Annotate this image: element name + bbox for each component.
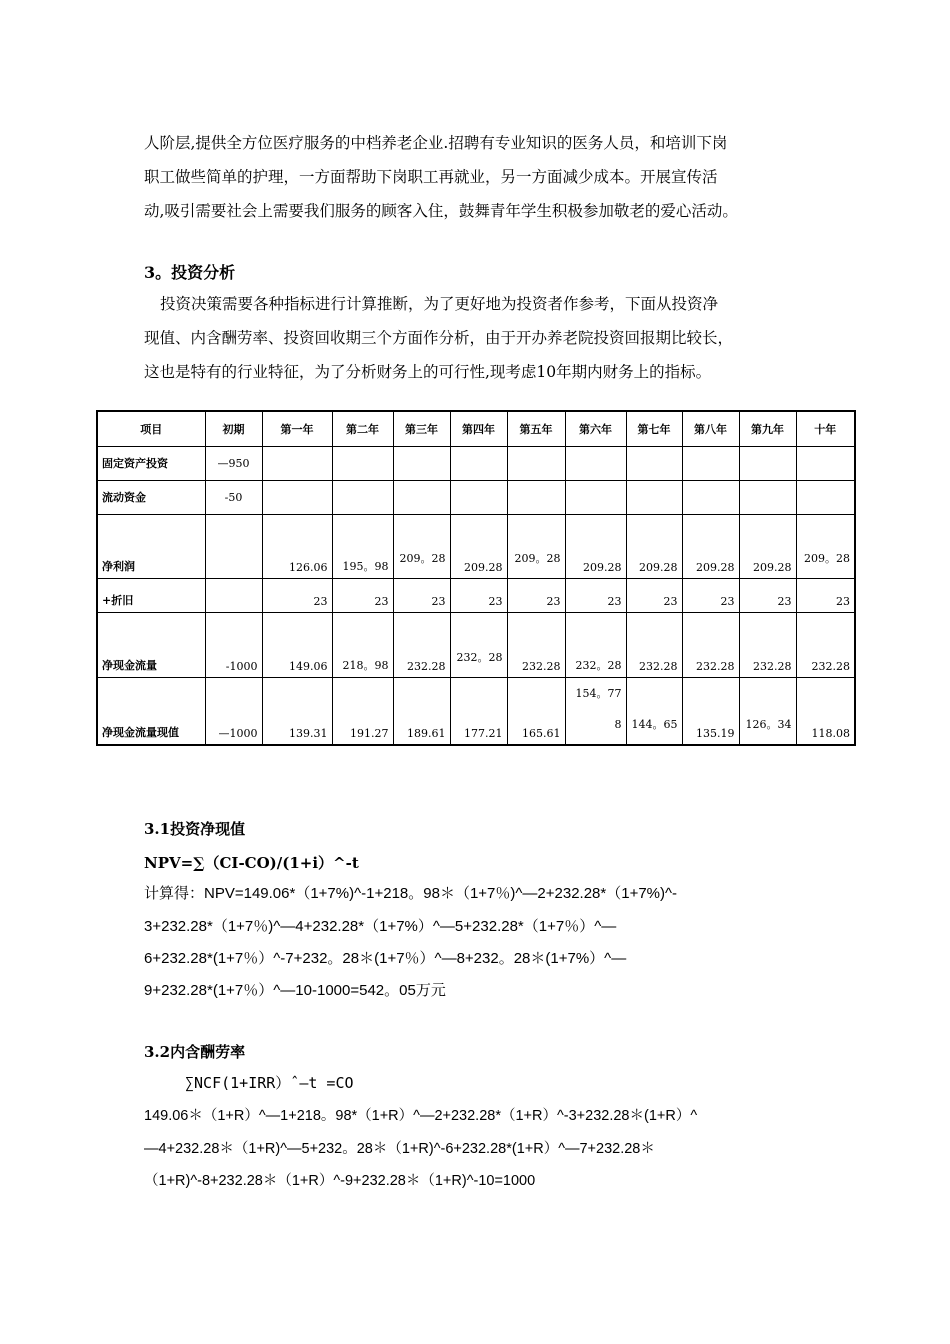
row-label: 流动资金 <box>97 480 205 514</box>
table-cell: 232.28 <box>626 612 682 677</box>
wrapped-value: 154。778 <box>575 686 622 731</box>
irr-calc-line: —4+232.28＊（1+R)^—5+232。28＊（1+R)^-6+232.28*(1+R）^—7+232.28＊ <box>144 1141 655 1157</box>
table-cell: 209.28 <box>450 514 507 578</box>
table-cell <box>565 480 626 514</box>
table-cell: 23 <box>332 578 393 612</box>
header-cell: 十年 <box>796 411 855 446</box>
npv-calc-line: 6+232.28*(1+7％）^-7+232。28＊(1+7％）^—8+232。28＊(1+7%）^— <box>144 950 627 967</box>
table-cell <box>262 480 332 514</box>
table-cell: 232.28 <box>507 612 565 677</box>
table-cell: -50 <box>205 480 262 514</box>
table-cell <box>565 446 626 480</box>
table-cell <box>507 480 565 514</box>
table-row-net-cash-flow-pv <box>97 677 855 745</box>
table-cell <box>507 514 565 578</box>
table-cell: 23 <box>565 578 626 612</box>
header-cell: 第八年 <box>682 411 739 446</box>
table-cell <box>565 677 626 745</box>
table-cell: 209.28 <box>682 514 739 578</box>
header-cell: 第二年 <box>332 411 393 446</box>
table-cell <box>796 514 855 578</box>
table-cell <box>796 446 855 480</box>
header-cell: 第四年 <box>450 411 507 446</box>
row-label: 净现金流量 <box>97 612 205 677</box>
wrapped-value: 144。65 <box>631 717 678 731</box>
table-row-net-cash-flow <box>97 612 855 677</box>
header-cell: 第七年 <box>626 411 682 446</box>
header-cell: 第九年 <box>739 411 796 446</box>
table-cell: 218。98 <box>332 612 393 677</box>
row-label: 净现金流量现值 <box>97 677 205 745</box>
table-row-net-profit <box>97 514 855 578</box>
table-cell: 195。98 <box>332 514 393 578</box>
header-cell: 第五年 <box>507 411 565 446</box>
table-header-row <box>97 411 855 446</box>
table-cell: 23 <box>262 578 332 612</box>
table-cell: 209.28 <box>739 514 796 578</box>
table-cell <box>393 446 450 480</box>
intro-line: 人阶层,提供全方位医疗服务的中档养老企业.招聘有专业知识的医务人员，和培训下岗 <box>144 134 728 152</box>
table-cell: 23 <box>682 578 739 612</box>
table-cell: 209.28 <box>565 514 626 578</box>
wrapped-value: 232。28 <box>456 650 503 664</box>
intro-line: 职工做些简单的护理，一方面帮助下岗职工再就业，另一方面减少成本。开展宣传活 <box>144 168 718 186</box>
table-cell <box>507 446 565 480</box>
table-cell <box>450 446 507 480</box>
table-cell <box>332 446 393 480</box>
table-cell <box>393 514 450 578</box>
table-cell: 232.28 <box>739 612 796 677</box>
header-cell: 项目 <box>97 411 205 446</box>
table-cell: 232.28 <box>393 612 450 677</box>
investment-line: 投资决策需要各种指标进行计算推断，为了更好地为投资者作参考，下面从投资净 <box>160 295 719 313</box>
table-cell: —950 <box>205 446 262 480</box>
table-cell: -1000 <box>205 612 262 677</box>
table-cell: 139.31 <box>262 677 332 745</box>
table-cell <box>450 480 507 514</box>
table-cell <box>682 480 739 514</box>
irr-calc-line: （1+R)^-8+232.28＊（1+R）^-9+232.28＊（1+R)^-10=1000 <box>144 1173 536 1189</box>
table-cell: —1000 <box>205 677 262 745</box>
table-cell: 135.19 <box>682 677 739 745</box>
table-cell: 126.06 <box>262 514 332 578</box>
cash-flow-table <box>96 410 856 746</box>
table-cell: 232.28 <box>796 612 855 677</box>
npv-calc-line: 9+232.28*(1+7％）^—10-1000=542。05万元 <box>144 982 446 999</box>
section-heading-irr: 3.2内含酬劳率 <box>144 1043 246 1061</box>
table-cell: 23 <box>393 578 450 612</box>
npv-calc-line: 计算得：NPV=149.06*（1+7%)^-1+218。98＊（1+7％)^—2+232.28*（1+7%)^- <box>144 885 678 902</box>
table-cell: 23 <box>507 578 565 612</box>
npv-formula: NPV=∑（CI-CO)/(1+i）^-t <box>144 854 359 872</box>
wrapped-value: 209。28 <box>514 551 561 565</box>
investment-paragraph <box>144 287 824 389</box>
investment-line: 这也是特有的行业特征，为了分析财务上的可行性,现考虑10年期内财务上的指标。 <box>144 363 712 381</box>
intro-paragraph <box>144 126 824 228</box>
section-heading-investment-analysis: 3。投资分析 <box>144 263 236 282</box>
table-cell <box>739 480 796 514</box>
table-cell: 23 <box>739 578 796 612</box>
table-row-fixed-asset <box>97 446 855 480</box>
row-label: 固定资产投资 <box>97 446 205 480</box>
table-cell: 118.08 <box>796 677 855 745</box>
table-row-working-capital <box>97 480 855 514</box>
header-cell: 第三年 <box>393 411 450 446</box>
table-cell <box>739 677 796 745</box>
table-cell <box>332 480 393 514</box>
table-cell: 23 <box>626 578 682 612</box>
table-cell <box>205 578 262 612</box>
header-cell: 第一年 <box>262 411 332 446</box>
section-heading-npv: 3.1投资净现值 <box>144 820 246 838</box>
table-cell <box>796 480 855 514</box>
investment-line: 现值、内含酬劳率、投资回收期三个方面作分析，由于开办养老院投资回报期比较长， <box>144 329 734 347</box>
table-cell <box>682 446 739 480</box>
table-cell: 232.28 <box>682 612 739 677</box>
table-cell <box>626 446 682 480</box>
table-row-depreciation <box>97 578 855 612</box>
irr-formula: ∑NCF(1+IRR）ˆ—t =CO <box>185 1074 354 1092</box>
table-cell: 189.61 <box>393 677 450 745</box>
npv-calc-line: 3+232.28*（1+7％)^—4+232.28*（1+7%）^—5+232.28*（1+7％）^— <box>144 918 617 935</box>
table-cell: 209.28 <box>626 514 682 578</box>
wrapped-value: 209。28 <box>804 551 850 565</box>
irr-calc-line: 149.06＊（1+R）^—1+218。98*（1+R）^—2+232.28*（1+R）^-3+232.28＊(1+R）^ <box>144 1108 698 1124</box>
table-cell: 165.61 <box>507 677 565 745</box>
wrapped-value: 209。28 <box>399 551 446 565</box>
table-cell: 23 <box>796 578 855 612</box>
wrapped-value: 126。34 <box>745 717 792 731</box>
table-cell <box>626 677 682 745</box>
table-cell <box>393 480 450 514</box>
table-cell <box>739 446 796 480</box>
header-cell: 第六年 <box>565 411 626 446</box>
table-cell: 177.21 <box>450 677 507 745</box>
intro-line: 动,吸引需要社会上需要我们服务的顾客入住，鼓舞青年学生积极参加敬老的爱心活动。 <box>144 202 738 220</box>
table-cell <box>205 514 262 578</box>
table-cell <box>626 480 682 514</box>
row-label: 净利润 <box>97 514 205 578</box>
row-label: +折旧 <box>97 578 205 612</box>
table-cell <box>262 446 332 480</box>
table-cell: 232。28 <box>565 612 626 677</box>
table-cell: 23 <box>450 578 507 612</box>
header-cell: 初期 <box>205 411 262 446</box>
table-cell: 149.06 <box>262 612 332 677</box>
table-cell: 191.27 <box>332 677 393 745</box>
table-cell <box>450 612 507 677</box>
